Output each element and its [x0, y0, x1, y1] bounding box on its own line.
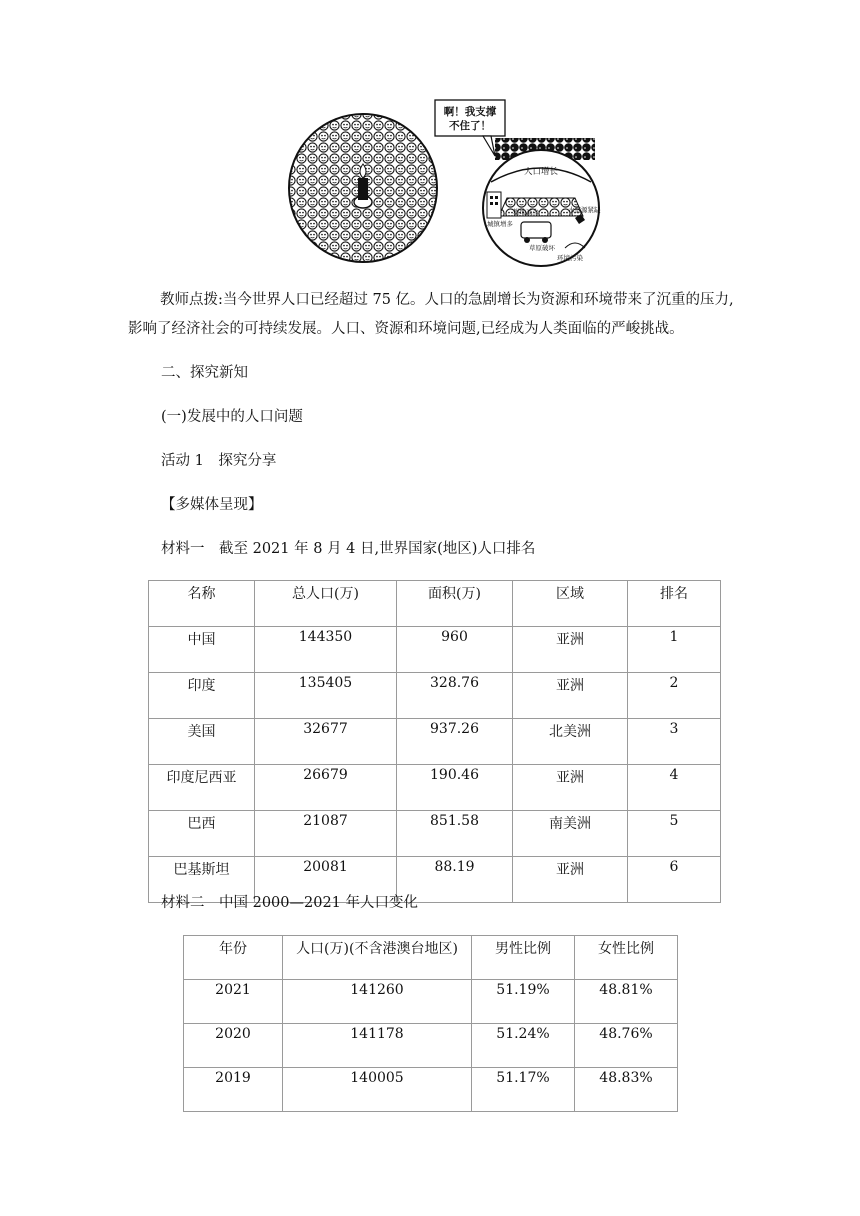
table-cell: 141260 — [283, 980, 472, 1024]
header-region: 区域 — [513, 581, 628, 627]
cartoon-label-urban: 城镇增多 — [487, 220, 513, 228]
population-ranking-table — [148, 580, 721, 903]
table-row — [149, 765, 721, 811]
cartoon-label-population-growth: 人口增长 — [523, 167, 559, 177]
section-heading: 二、探究新知 — [161, 365, 248, 381]
table-cell: 48.83% — [575, 1068, 678, 1112]
table-cell: 2021 — [184, 980, 283, 1024]
table-cell: 20081 — [255, 857, 397, 903]
table-cell: 190.46 — [397, 765, 513, 811]
table-row — [184, 1024, 678, 1068]
table-cell: 960 — [397, 627, 513, 673]
table-cell: 144350 — [255, 627, 397, 673]
table-cell: 937.26 — [397, 719, 513, 765]
table-cell: 328.76 — [397, 673, 513, 719]
table-cell: 4 — [628, 765, 721, 811]
table-cell: 亚洲 — [513, 765, 628, 811]
header-total-population: 总人口(万) — [255, 581, 397, 627]
cartoon-label-pollution: 环境污染 — [557, 254, 583, 262]
material1-title: 材料一 截至 2021 年 8 月 4 日,世界国家(地区)人口排名 — [161, 541, 536, 557]
table-cell: 北美洲 — [513, 719, 628, 765]
header-population: 人口(万)(不含港澳台地区) — [283, 936, 472, 980]
table-cell: 亚洲 — [513, 857, 628, 903]
table-cell: 2 — [628, 673, 721, 719]
cartoon-label-grassland: 草原破坏 — [529, 244, 555, 252]
table-cell: 巴西 — [149, 811, 255, 857]
table-row — [184, 980, 678, 1024]
table-cell: 巴基斯坦 — [149, 857, 255, 903]
table-row — [149, 811, 721, 857]
table-cell: 美国 — [149, 719, 255, 765]
table-cell: 1 — [628, 627, 721, 673]
table-cell: 3 — [628, 719, 721, 765]
table-row — [149, 719, 721, 765]
china-population-table — [183, 935, 678, 1112]
table-cell: 51.19% — [472, 980, 575, 1024]
table-row — [149, 673, 721, 719]
table-cell: 印度尼西亚 — [149, 765, 255, 811]
crowded-globe-illustration — [289, 114, 437, 262]
table-cell: 51.17% — [472, 1068, 575, 1112]
table-cell: 48.76% — [575, 1024, 678, 1068]
teacher-note-paragraph: 教师点拨:当今世界人口已经超过 75 亿。人口的急剧增长为资源和环境带来了沉重的压力,影响了经济社会的可持续发展。人口、资源和环境问题,已经成为人类面临的严峻挑战。 — [128, 292, 734, 337]
header-rank: 排名 — [628, 581, 721, 627]
table-cell: 88.19 — [397, 857, 513, 903]
table-header-row — [149, 581, 721, 627]
population-cartoon — [285, 98, 615, 270]
table-cell: 2020 — [184, 1024, 283, 1068]
material2-title: 材料二 中国 2000—2021 年人口变化 — [161, 895, 419, 911]
table-cell: 2019 — [184, 1068, 283, 1112]
table-cell: 中国 — [149, 627, 255, 673]
header-name: 名称 — [149, 581, 255, 627]
overloaded-globe-illustration — [435, 100, 601, 266]
table-cell: 南美洲 — [513, 811, 628, 857]
table-row — [149, 627, 721, 673]
header-area: 面积(万) — [397, 581, 513, 627]
subsection-heading: (一)发展中的人口问题 — [161, 409, 303, 425]
header-male-ratio: 男性比例 — [472, 936, 575, 980]
table-cell: 51.24% — [472, 1024, 575, 1068]
table-cell: 141178 — [283, 1024, 472, 1068]
table-cell: 5 — [628, 811, 721, 857]
table-cell: 亚洲 — [513, 627, 628, 673]
table-cell: 32677 — [255, 719, 397, 765]
cartoon-label-water: 水资源紧缺 — [568, 206, 601, 214]
table-cell: 135405 — [255, 673, 397, 719]
speech-line-1: 啊！我支撑 — [443, 106, 497, 118]
table-cell: 21087 — [255, 811, 397, 857]
table-cell: 亚洲 — [513, 673, 628, 719]
media-heading: 【多媒体呈现】 — [161, 497, 263, 513]
speech-line-2: 不住了！ — [449, 120, 491, 132]
table-cell: 48.81% — [575, 980, 678, 1024]
header-year: 年份 — [184, 936, 283, 980]
table-cell: 26679 — [255, 765, 397, 811]
table-cell: 印度 — [149, 673, 255, 719]
activity-heading: 活动 1 探究分享 — [161, 453, 277, 469]
table-cell: 140005 — [283, 1068, 472, 1112]
table-cell: 851.58 — [397, 811, 513, 857]
header-female-ratio: 女性比例 — [575, 936, 678, 980]
table-row — [184, 1068, 678, 1112]
cartoon-label-farmland: 耕地减少 — [513, 208, 539, 216]
table-cell: 6 — [628, 857, 721, 903]
table-header-row — [184, 936, 678, 980]
